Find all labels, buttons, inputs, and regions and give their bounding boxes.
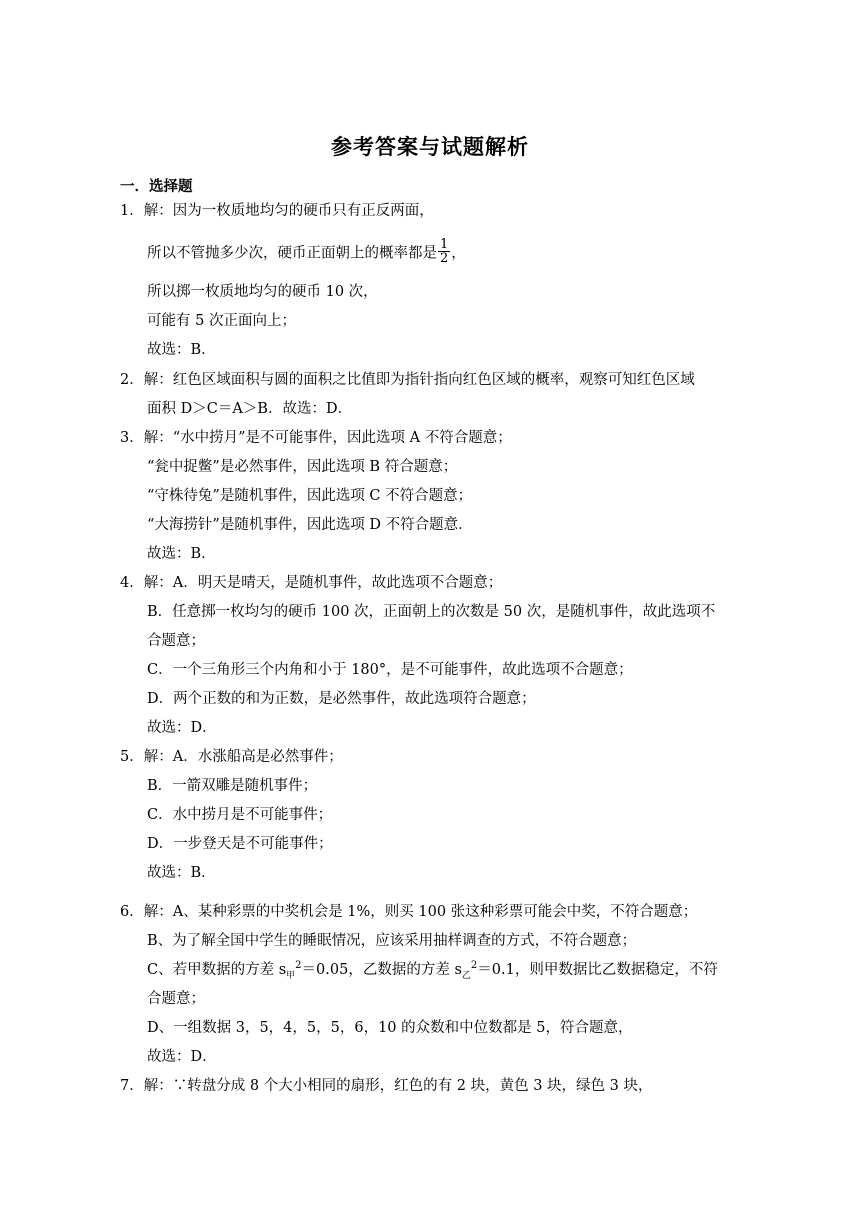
fraction-denominator: 2 [440, 251, 449, 266]
q4-line-6: 故选：D． [147, 720, 217, 736]
q5-line-3: C．水中捞月是不可能事件； [147, 807, 333, 823]
q6-line-2: B、为了解全国中学生的睡眠情况，应该采用抽样调查的方式，不符合题意； [147, 933, 637, 949]
q3-line-3: “守株待兔”是随机事件，因此选项 C 不符合题意； [147, 488, 473, 504]
q4-line-4: C．一个三角形三个内角和小于 180°，是不可能事件，故此选项不合题意； [147, 662, 633, 678]
q5-line-4: D．一步登天是不可能事件； [147, 836, 333, 852]
q5-line-5: 故选：B． [147, 865, 216, 881]
q3-line-4: “大海捞针”是随机事件，因此选项 D 不符合题意． [147, 517, 473, 533]
q2-line-2: 面积 D＞C＝A＞B．故选：D． [147, 401, 353, 417]
q1-line-2 [147, 237, 466, 267]
page-title: 参考答案与试题解析 [331, 135, 529, 159]
q3-line-5: 故选：B． [147, 546, 216, 562]
subscript-jia: 甲 [286, 971, 296, 981]
q6-line-4: 合题意； [147, 991, 205, 1007]
q6-line-5: D、一组数据 3，5，4，5，5，6，10 的众数和中位数都是 5，符合题意， [147, 1020, 633, 1036]
q6-line-3-b: ＝0.05，乙数据的方差 s [301, 962, 462, 978]
fraction-numerator: 1 [440, 237, 449, 252]
q7-line-1: 7．解：∵转盘分成 8 个大小相同的扇形，红色的有 2 块，黄色 3 块，绿色 3 块， [120, 1078, 653, 1094]
q1-line-4: 可能有 5 次正面向上； [147, 313, 296, 329]
superscript-2: 2 [295, 960, 302, 971]
q4-line-5: D．两个正数的和为正数，是必然事件，故此选项符合题意； [147, 691, 536, 707]
q1-line-3: 所以掷一枚质地均匀的硬币 10 次， [147, 284, 378, 300]
q1-line-2-text: 所以不管抛多少次，硬币正面朝上的概率都是 [147, 245, 437, 262]
q5-line-2: B．一箭双雕是随机事件； [147, 778, 318, 794]
fraction-one-half [438, 238, 450, 265]
q2-line-1: 2．解：红色区域面积与圆的面积之比值即为指针指向红色区域的概率，观察可知红色区域 [120, 372, 695, 388]
q3-line-1: 3．解：“水中捞月”是不可能事件，因此选项 A 不符合题意； [120, 430, 512, 446]
q1-line-1: 1．解：因为一枚质地均匀的硬币只有正反两面， [120, 203, 434, 219]
q6-line-3-a: C、若甲数据的方差 s [147, 962, 287, 978]
q6-line-3 [147, 960, 718, 982]
q1-line-2-tail: ， [451, 245, 466, 262]
q4-line-1: 4．解：A．明天是晴天，是随机事件，故此选项不合题意； [120, 575, 503, 591]
q6-line-3-c: ＝0.1，则甲数据比乙数据稳定，不符 [477, 962, 718, 978]
superscript-2: 2 [470, 960, 478, 971]
q1-line-5: 故选：B． [147, 342, 216, 358]
q6-line-1: 6．解：A、某种彩票的中奖机会是 1%，则买 100 张这种彩票可能会中奖，不符合题意； [120, 904, 698, 920]
section-heading: 一．选择题 [120, 179, 193, 195]
q5-line-1: 5．解：A．水涨船高是必然事件； [120, 749, 343, 765]
q6-line-6: 故选：D． [147, 1049, 217, 1065]
subscript-yi: 乙 [461, 971, 471, 981]
q3-line-2: “瓮中捉鳖”是必然事件，因此选项 B 符合题意； [147, 459, 458, 475]
q4-line-3: 合题意； [147, 633, 205, 649]
q4-line-2: B．任意掷一枚均匀的硬币 100 次，正面朝上的次数是 50 次，是随机事件，故此选项不 [147, 604, 716, 620]
